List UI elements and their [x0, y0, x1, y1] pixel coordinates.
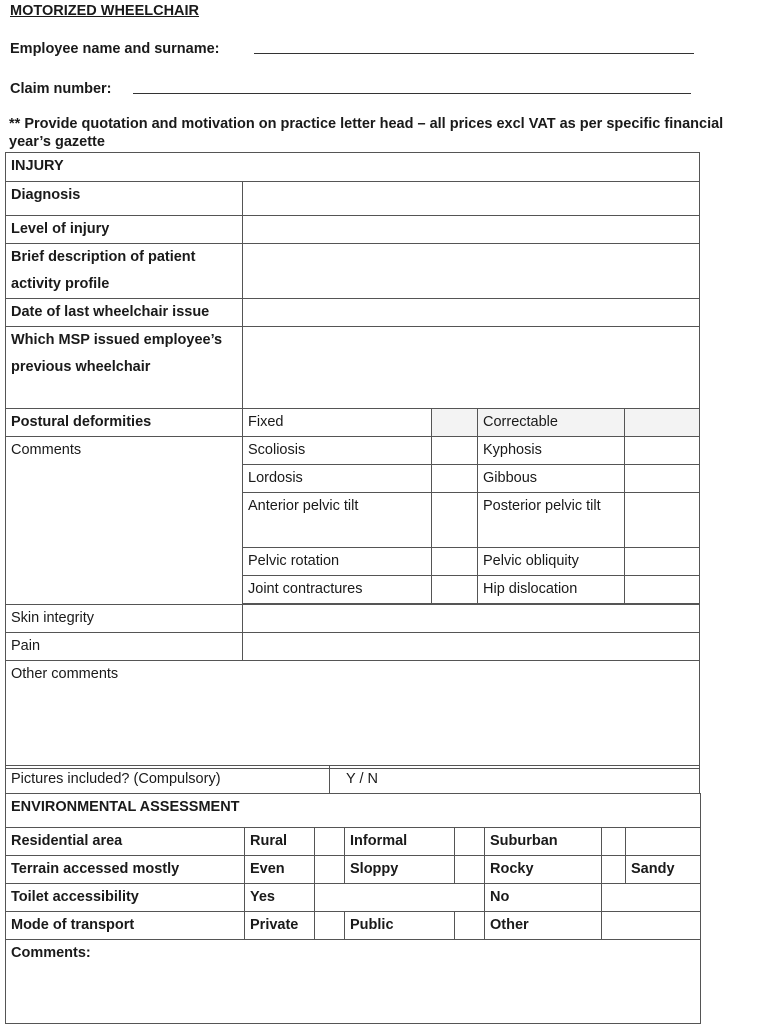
instruction-note: ** Provide quotation and motivation on practice letter head – all prices excl VAT as per specific financial year’s gazette — [9, 116, 724, 150]
environment-comments-field[interactable] — [6, 940, 701, 1024]
injury-table — [5, 152, 700, 769]
level-of-injury-field[interactable] — [243, 216, 700, 244]
sloppy-label: Sloppy — [345, 856, 455, 884]
residential-extra-cell — [626, 828, 701, 856]
form-title: MOTORIZED WHEELCHAIR — [10, 3, 200, 19]
skin-integrity-label: Skin integrity — [6, 605, 243, 633]
sandy-label: Sandy — [626, 856, 701, 884]
informal-label: Informal — [345, 828, 455, 856]
suburban-label: Suburban — [485, 828, 602, 856]
claim-number-field[interactable] — [133, 93, 691, 94]
informal-checkbox[interactable] — [455, 828, 485, 856]
lordosis-label: Lordosis — [243, 465, 432, 493]
anterior-pelvic-tilt-label: Anterior pelvic tilt — [243, 493, 432, 548]
activity-profile-field[interactable] — [243, 244, 700, 299]
terrain-label: Terrain accessed mostly — [6, 856, 245, 884]
joint-contractures-label: Joint contractures — [243, 576, 432, 604]
public-label: Public — [345, 912, 455, 940]
injury-heading: INJURY — [6, 153, 700, 182]
pelvic-rotation-label: Pelvic rotation — [243, 548, 432, 576]
no-checkbox[interactable] — [602, 884, 701, 912]
other-transport-checkbox[interactable] — [602, 912, 701, 940]
environment-table — [5, 793, 701, 1024]
last-wheelchair-issue-label: Date of last wheelchair issue — [6, 299, 243, 327]
kyphosis-checkbox[interactable] — [625, 437, 700, 465]
skin-integrity-field[interactable] — [243, 605, 700, 633]
kyphosis-label: Kyphosis — [478, 437, 625, 465]
previous-msp-field[interactable] — [243, 327, 700, 409]
mode-of-transport-label: Mode of transport — [6, 912, 245, 940]
scoliosis-checkbox[interactable] — [432, 437, 478, 465]
rocky-checkbox[interactable] — [602, 856, 626, 884]
environment-comments-label: Comments: — [11, 945, 91, 961]
private-label: Private — [245, 912, 315, 940]
pictures-yn-field[interactable]: Y / N — [330, 766, 700, 794]
correctable-label: Correctable — [478, 409, 625, 437]
public-checkbox[interactable] — [455, 912, 485, 940]
pictures-table — [5, 765, 700, 794]
suburban-checkbox[interactable] — [602, 828, 626, 856]
level-of-injury-label: Level of injury — [6, 216, 243, 244]
last-wheelchair-issue-field[interactable] — [243, 299, 700, 327]
fixed-label: Fixed — [243, 409, 432, 437]
gibbous-label: Gibbous — [478, 465, 625, 493]
private-checkbox[interactable] — [315, 912, 345, 940]
pictures-label: Pictures included? (Compulsory) — [6, 766, 330, 794]
toilet-accessibility-label: Toilet accessibility — [6, 884, 245, 912]
diagnosis-field[interactable] — [243, 182, 700, 216]
even-label: Even — [245, 856, 315, 884]
postural-deformities-label: Postural deformities — [6, 409, 243, 437]
environment-heading: ENVIRONMENTAL ASSESSMENT — [6, 794, 701, 828]
correctable-checkbox[interactable] — [625, 409, 700, 437]
pelvic-obliquity-label: Pelvic obliquity — [478, 548, 625, 576]
employee-name-field[interactable] — [254, 53, 694, 54]
claim-number-label: Claim number: — [10, 81, 112, 97]
diagnosis-label: Diagnosis — [6, 182, 243, 216]
gibbous-checkbox[interactable] — [625, 465, 700, 493]
yes-checkbox[interactable] — [315, 884, 485, 912]
posterior-pelvic-tilt-label: Posterior pelvic tilt — [478, 493, 625, 548]
pelvic-rotation-checkbox[interactable] — [432, 548, 478, 576]
previous-msp-label: Which MSP issued employee’s previous wheelchair — [6, 327, 243, 409]
posterior-pelvic-tilt-checkbox[interactable] — [625, 493, 700, 548]
other-transport-label: Other — [485, 912, 602, 940]
other-comments-field[interactable] — [6, 661, 700, 769]
anterior-pelvic-tilt-checkbox[interactable] — [432, 493, 478, 548]
deformities-comments-label: Comments — [6, 437, 243, 605]
employee-name-label: Employee name and surname: — [10, 41, 220, 57]
sloppy-checkbox[interactable] — [455, 856, 485, 884]
hip-dislocation-checkbox[interactable] — [625, 576, 700, 604]
even-checkbox[interactable] — [315, 856, 345, 884]
hip-dislocation-label: Hip dislocation — [478, 576, 625, 604]
joint-contractures-checkbox[interactable] — [432, 576, 478, 604]
rocky-label: Rocky — [485, 856, 602, 884]
no-label: No — [485, 884, 602, 912]
fixed-checkbox[interactable] — [432, 409, 478, 437]
scoliosis-label: Scoliosis — [243, 437, 432, 465]
rural-checkbox[interactable] — [315, 828, 345, 856]
pain-field[interactable] — [243, 633, 700, 661]
rural-label: Rural — [245, 828, 315, 856]
yes-label: Yes — [245, 884, 315, 912]
lordosis-checkbox[interactable] — [432, 465, 478, 493]
pelvic-obliquity-checkbox[interactable] — [625, 548, 700, 576]
pain-label: Pain — [6, 633, 243, 661]
residential-area-label: Residential area — [6, 828, 245, 856]
activity-profile-label: Brief description of patient activity profile — [6, 244, 243, 299]
other-comments-label: Other comments — [11, 666, 119, 682]
